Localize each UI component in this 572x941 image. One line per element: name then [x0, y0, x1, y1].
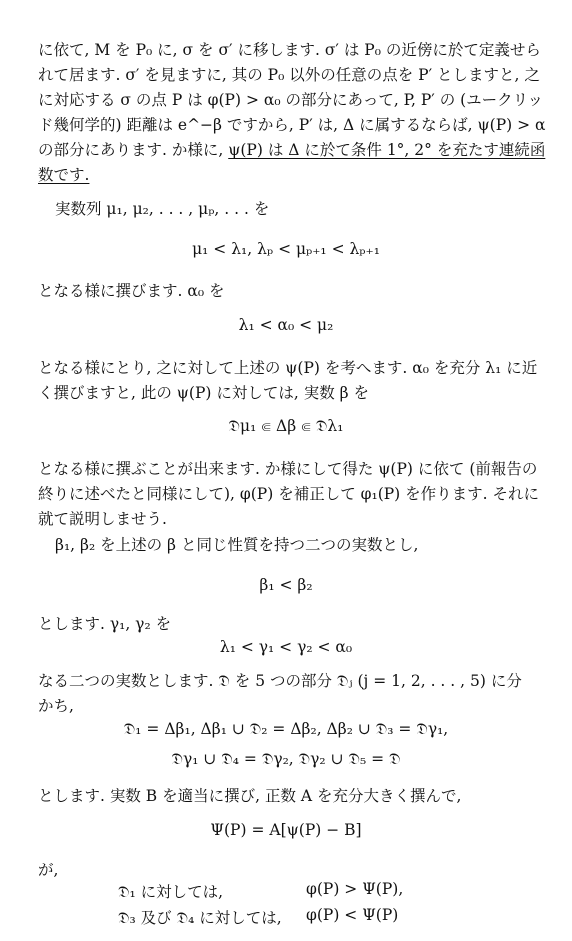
condition-expression: φ(P) > Ψ(P), — [306, 880, 404, 898]
text-line: に依て, M を P₀ に, σ を σ′ に移します. σ′ は P₀ の近傍に於て定義せら — [38, 41, 541, 59]
text-line — [38, 138, 545, 160]
text-line: に対応する σ の点 P は φ(P) > α₀ の部分にあって, P, P′ の (ユークリッ — [38, 91, 544, 109]
text-line: く撰びますと, 此の ψ(P) に対しては, 実数 β を — [38, 384, 370, 402]
condition-expression: φ(P) < Ψ(P) — [306, 906, 399, 924]
equation: β₁ < β₂ — [259, 576, 313, 594]
text-line: 就て説明しませう. — [38, 510, 167, 528]
text-span: の部分にあります. か様に, — [38, 141, 224, 159]
equation: Ψ(P) = A[ψ(P) − B] — [210, 821, 362, 839]
text-line — [38, 163, 89, 185]
text-line: かち, — [38, 697, 74, 715]
condition-label: 𝔇₁ に対しては, — [118, 883, 224, 901]
equation: 𝔇μ₁ ⋐ Δβ ⋐ 𝔇λ₁ — [228, 417, 344, 435]
text-line: 終りに述べたと同様にして), φ(P) を補正して φ₁(P) を作ります. それに — [38, 485, 540, 503]
text-line: 実数列 μ₁, μ₂, . . . , μₚ, . . . を — [55, 200, 270, 218]
text-line: なる二つの実数とします. 𝔇 を 5 つの部分 𝔇ⱼ (j = 1, 2, . . . , 5) に分 — [38, 672, 522, 690]
text-line: となる様に撰ぶことが出来ます. か様にして得た ψ(P) に依て (前報告の — [38, 460, 538, 478]
text-line: とします. 実数 B を適当に撰び, 正数 A を充分大きく撰んで, — [38, 787, 462, 805]
underlined-statement: ψ(P) は Δ に於て条件 1°, 2° を充たす連続函 — [228, 141, 546, 159]
equation: μ₁ < λ₁, λₚ < μₚ₊₁ < λₚ₊₁ — [192, 240, 380, 258]
text-line: が, — [38, 861, 59, 879]
underlined-statement-end: 数です. — [38, 166, 90, 184]
equation: λ₁ < α₀ < μ₂ — [238, 316, 334, 334]
equation: 𝔇₁ = Δβ₁, Δβ₁ ∪ 𝔇₂ = Δβ₂, Δβ₂ ∪ 𝔇₃ = 𝔇γ₁, — [123, 720, 449, 738]
equation: 𝔇γ₁ ∪ 𝔇₄ = 𝔇γ₂, 𝔇γ₂ ∪ 𝔇₅ = 𝔇 — [171, 750, 401, 768]
text-line: β₁, β₂ を上述の β と同じ性質を持つ二つの実数とし, — [55, 536, 419, 554]
text-line: とします. γ₁, γ₂ を — [38, 615, 172, 633]
equation: λ₁ < γ₁ < γ₂ < α₀ — [219, 638, 353, 656]
text-line: となる様にとり, 之に対して上述の ψ(P) を考へます. α₀ を充分 λ₁ に近 — [38, 359, 538, 377]
condition-label: 𝔇₃ 及び 𝔇₄ に対しては, — [118, 909, 282, 927]
text-line: ド幾何学的) 距離は e^−β ですから, P′ は, Δ に属するならば, ψ(P) > α — [38, 116, 546, 134]
text-line: となる様に撰びます. α₀ を — [38, 282, 225, 300]
text-line: れて居ます. σ′ を見ますに, 其の P₀ 以外の任意の点を P′ としますと, 之 — [38, 66, 540, 84]
